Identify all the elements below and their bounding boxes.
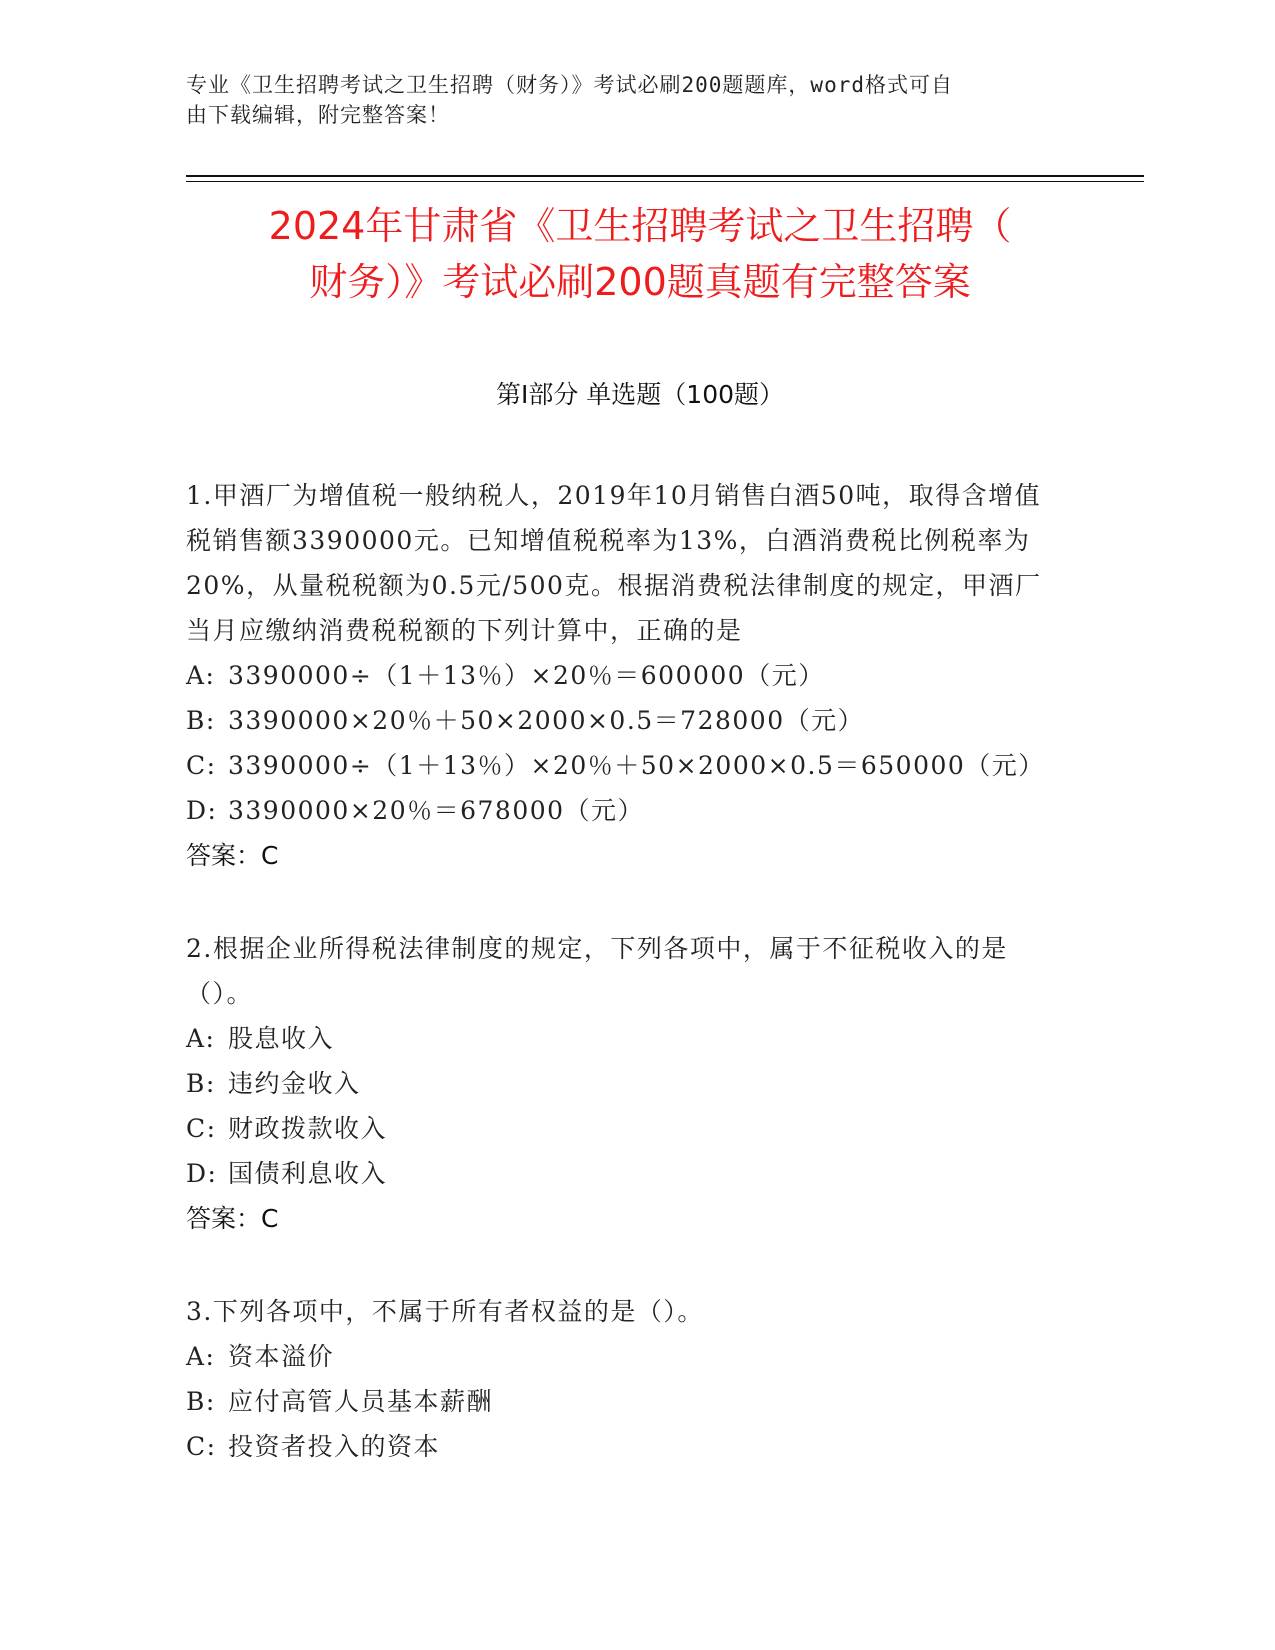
- option-key: A:: [186, 1342, 216, 1371]
- question-2: [186, 926, 1066, 1241]
- option-text: 3390000×20％＋50×2000×0.5＝728000（元）: [228, 706, 865, 735]
- option-key: B:: [186, 1387, 216, 1416]
- option-a: [186, 1334, 1066, 1379]
- option-key: D:: [186, 1159, 218, 1188]
- option-key: C:: [186, 1432, 217, 1461]
- option-d: [186, 1151, 1066, 1196]
- option-text: 国债利息收入: [228, 1159, 388, 1188]
- option-c: [186, 1424, 1066, 1469]
- option-key: B:: [186, 1069, 216, 1098]
- option-a: [186, 653, 1066, 698]
- option-key: C:: [186, 751, 217, 780]
- option-key: C:: [186, 1114, 217, 1143]
- option-b: [186, 698, 1066, 743]
- page-header: [186, 70, 1066, 130]
- option-text: 3390000÷（1＋13％）×20％＋50×2000×0.5＝650000（元）: [228, 751, 1045, 780]
- question-list: [186, 473, 1066, 1517]
- question-3: [186, 1289, 1066, 1469]
- option-b: [186, 1061, 1066, 1106]
- question-1: [186, 473, 1066, 878]
- header-line-2: 由下载编辑，附完整答案！: [186, 103, 450, 127]
- option-text: 财政拨款收入: [228, 1114, 388, 1143]
- question-stem: 3.下列各项中，不属于所有者权益的是（）。: [186, 1297, 704, 1326]
- title-line-2: 财务）》考试必刷200题真题有完整答案: [309, 260, 971, 304]
- option-text: 应付高管人员基本薪酬: [228, 1387, 494, 1416]
- option-text: 违约金收入: [228, 1069, 361, 1098]
- document-title: [140, 198, 1140, 310]
- option-a: [186, 1016, 1066, 1061]
- option-text: 投资者投入的资本: [228, 1432, 441, 1461]
- question-stem: 1.甲酒厂为增值税一般纳税人，2019年10月销售白酒50吨，取得含增值税销售额3390000元。已知增值税税率为13%，白酒消费税比例税率为20%，从量税税额为0.5元/500克。根据消费税法律制度的规定，甲酒厂当月应缴纳消费税税额的下列计算中，正确的是: [186, 481, 1042, 645]
- section-heading: 第Ⅰ部分 单选题（100题）: [495, 380, 785, 409]
- answer: 答案：C: [186, 841, 279, 870]
- option-c: [186, 1106, 1066, 1151]
- option-text: 资本溢价: [228, 1342, 335, 1371]
- option-c: [186, 743, 1066, 788]
- header-rule-thick: [186, 175, 1144, 177]
- option-text: 股息收入: [228, 1024, 335, 1053]
- option-key: A:: [186, 661, 216, 690]
- option-key: B:: [186, 706, 216, 735]
- option-b: [186, 1379, 1066, 1424]
- option-d: [186, 788, 1066, 833]
- option-text: 3390000÷（1＋13％）×20％＝600000（元）: [228, 661, 825, 690]
- question-stem: 2.根据企业所得税法律制度的规定，下列各项中，属于不征税收入的是（）。: [186, 934, 1008, 1008]
- answer: 答案：C: [186, 1204, 279, 1233]
- option-key: D:: [186, 796, 218, 825]
- header-line-1: 专业《卫生招聘考试之卫生招聘（财务）》考试必刷200题题库，word格式可自: [186, 73, 953, 97]
- option-text: 3390000×20％＝678000（元）: [228, 796, 645, 825]
- header-rule-thin: [186, 181, 1144, 182]
- title-line-1: 2024年甘肃省《卫生招聘考试之卫生招聘（: [268, 204, 1012, 248]
- option-key: A:: [186, 1024, 216, 1053]
